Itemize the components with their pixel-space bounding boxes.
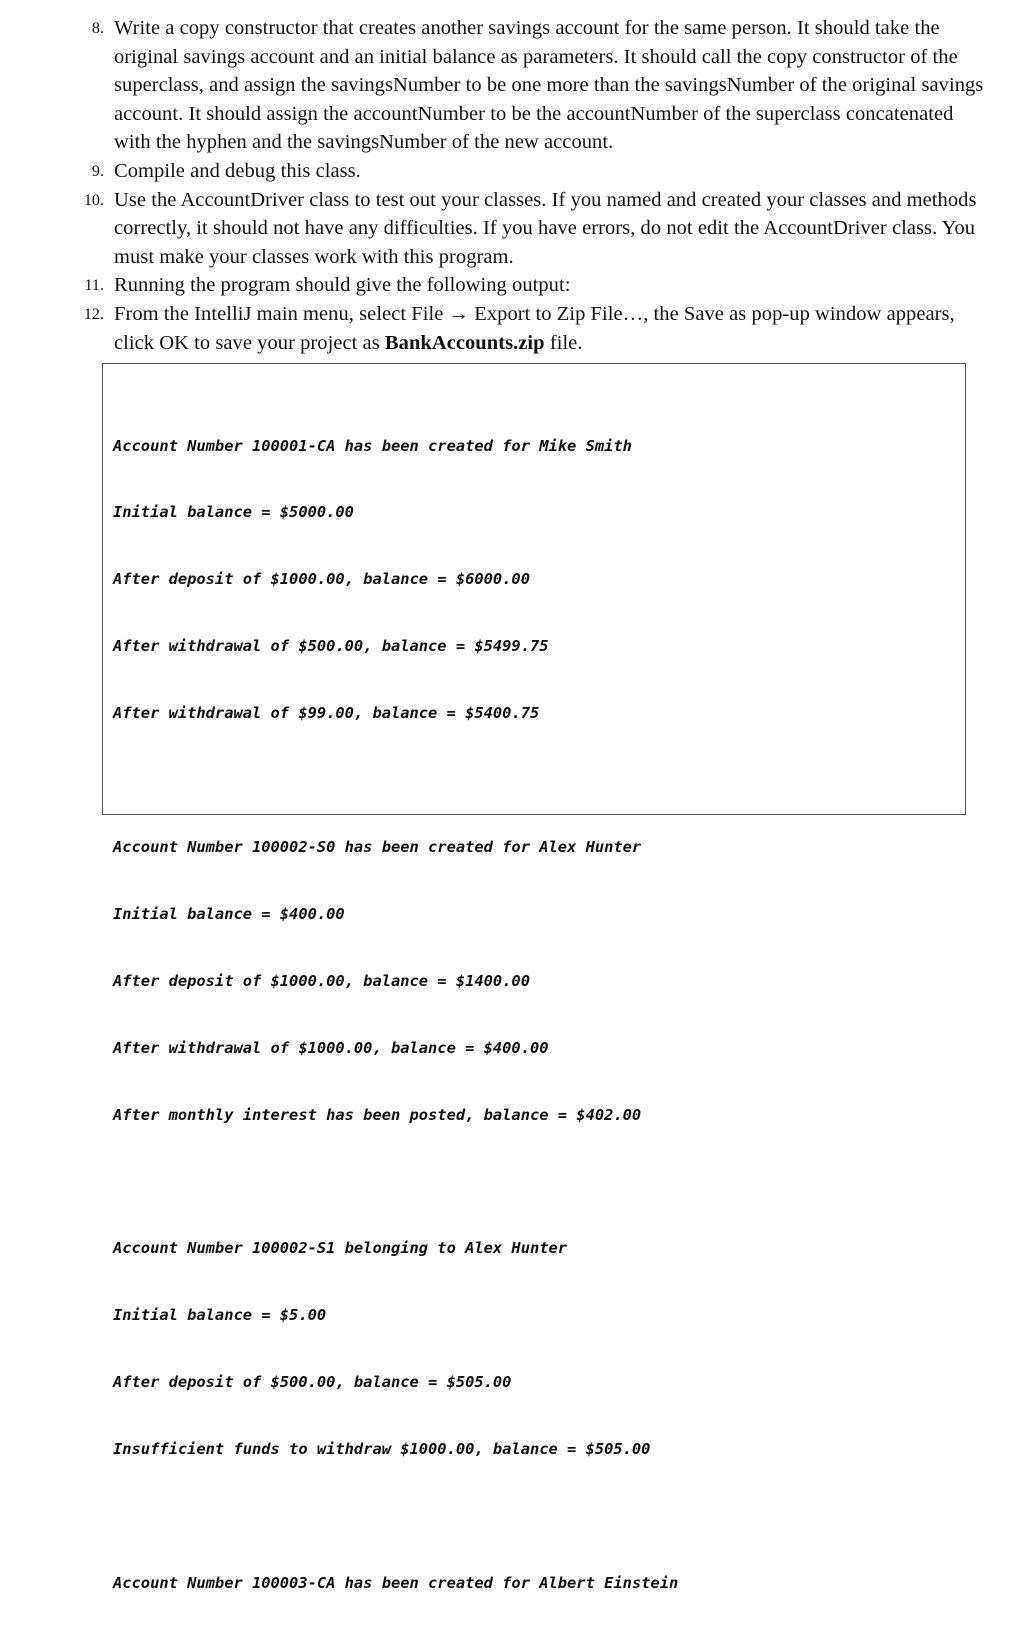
step-text: Use the AccountDriver class to test out your classes. If you named and created your classes and methods correctly, it should not have any difficulties. If you have errors, do not edit the AccountDriver class. You must make your classes work with this program. (114, 188, 977, 268)
step-number: 12. (83, 305, 104, 323)
output-line: Initial balance = $5000.00 (113, 503, 354, 522)
output-line: After deposit of $1000.00, balance = $6000.00 (113, 570, 530, 589)
step-text: Running the program should give the following output: (114, 274, 571, 297)
output-line: Account Number 100002-S0 has been created for Alex Hunter (113, 837, 642, 856)
step-11 (0, 271, 1024, 300)
output-line: Account Number 100003-CA has been created for Albert Einstein (113, 1573, 679, 1592)
step-8 (0, 14, 1024, 157)
output-line: Initial balance = $5.00 (113, 1306, 327, 1325)
output-line: Account Number 100002-S1 belonging to Alex Hunter (113, 1239, 568, 1258)
output-line: After deposit of $1000.00, balance = $1400.00 (113, 971, 530, 990)
output-blank-line (113, 1505, 955, 1527)
step-9 (0, 157, 1024, 186)
step-text-after: file. (544, 331, 583, 354)
output-blank-line (113, 1170, 955, 1192)
output-line: Account Number 100001-CA has been created for Mike Smith (113, 436, 632, 455)
step-text-before: From the IntelliJ main menu, select File → Export to Zip File…, the Save as pop-up window appears, click OK to save your project as (114, 302, 955, 354)
output-line: After withdrawal of $1000.00, balance = $400.00 (113, 1038, 549, 1057)
output-line: After monthly interest has been posted, balance = $402.00 (113, 1105, 642, 1124)
instruction-list (0, 14, 1024, 357)
step-number: 10. (83, 191, 104, 209)
step-text: Write a copy constructor that creates another savings account for the same person. It should take the original savings account and an initial balance as parameters. It should call the copy constructor of the superclass, and assign the savingsNumber to be one more than the savingsNumber of the original savings account. It should assign the accountNumber to be the accountNumber of the superclass concatenated with the hyphen and the savingsNumber of the new account. (114, 17, 984, 154)
program-output (113, 390, 955, 1639)
output-line: Insufficient funds to withdraw $1000.00, balance = $505.00 (113, 1439, 651, 1458)
output-line: After withdrawal of $99.00, balance = $5400.75 (113, 704, 540, 723)
zip-filename: BankAccounts.zip (384, 331, 545, 354)
step-number: 11. (84, 277, 104, 295)
output-line: After deposit of $500.00, balance = $505.00 (113, 1373, 512, 1392)
output-line: Initial balance = $400.00 (113, 904, 345, 923)
step-text (114, 303, 955, 354)
step-10 (0, 186, 1024, 272)
output-blank-line (113, 769, 955, 791)
program-output-box (102, 363, 966, 1592)
step-12 (0, 300, 1024, 357)
output-line: After withdrawal of $500.00, balance = $5499.75 (113, 637, 549, 656)
step-text: Compile and debug this class. (114, 159, 361, 182)
step-number: 8. (91, 20, 104, 37)
step-number: 9. (91, 162, 104, 180)
